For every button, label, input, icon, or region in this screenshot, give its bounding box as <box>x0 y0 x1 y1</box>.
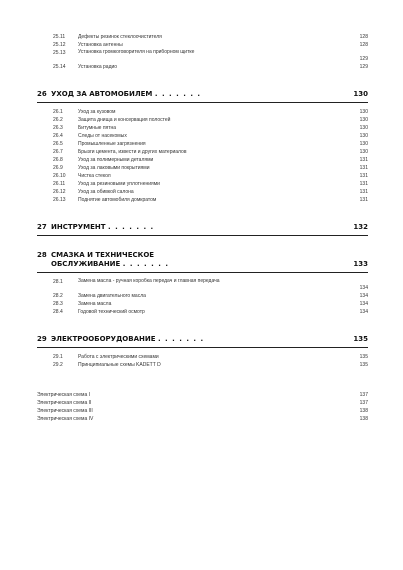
toc-row[interactable] <box>37 172 368 180</box>
item-number: 26.5 <box>53 141 63 147</box>
item-title: Поднятие автомобиля домкратом <box>78 197 157 203</box>
toc-row[interactable] <box>37 353 368 361</box>
toc-row[interactable] <box>37 41 368 49</box>
item-number: 28.4 <box>53 309 63 315</box>
item-number: 26.1 <box>53 109 63 115</box>
item-page: 131 <box>359 157 368 163</box>
toc-row[interactable] <box>37 156 368 164</box>
item-title: Следы от насекомых <box>78 133 127 139</box>
item-title: Принципиальные схемы KADETT D <box>78 362 161 368</box>
item-title: Защита днища и консервация полостей <box>78 117 171 123</box>
item-page: 131 <box>359 173 368 179</box>
chapter-page: 130 <box>353 90 368 98</box>
chapter-title: СМАЗКА И ТЕХНИЧЕСКОЕ ОБСЛУЖИВАНИЕ . . . . . . . <box>51 251 170 268</box>
item-title: Промышленные загрязнения <box>78 141 146 147</box>
item-page: 131 <box>359 189 368 195</box>
item-page: 134 <box>359 309 368 315</box>
section-25-list <box>37 33 368 71</box>
item-title: Электрическая схема IV <box>37 416 94 422</box>
item-page: 128 <box>359 42 368 48</box>
item-title: Установка антенны <box>78 42 123 48</box>
item-title: Электрическая схема III <box>37 408 93 414</box>
item-number: 25.13 <box>53 50 66 56</box>
item-page: 137 <box>359 400 368 406</box>
item-number: 26.2 <box>53 117 63 123</box>
chapter-page: 135 <box>353 335 368 343</box>
item-page: 138 <box>359 408 368 414</box>
toc-row[interactable] <box>37 407 368 415</box>
toc-row[interactable] <box>37 308 368 316</box>
toc-row[interactable] <box>37 399 368 407</box>
item-title: Уход за лаковыми покрытиями <box>78 165 150 171</box>
item-page: 130 <box>359 133 368 139</box>
chapter-heading-26[interactable] <box>37 89 368 99</box>
toc-row[interactable] <box>37 124 368 132</box>
item-title: Замена масла <box>78 301 112 307</box>
toc-row[interactable] <box>37 140 368 148</box>
toc-row[interactable] <box>37 415 368 423</box>
item-page: 128 <box>359 34 368 40</box>
toc-row[interactable] <box>37 300 368 308</box>
schemes-list <box>37 391 368 423</box>
item-title: Замена масла - ручная коробка передач и главная передача <box>78 278 220 284</box>
toc-row[interactable] <box>37 180 368 188</box>
item-page: 130 <box>359 149 368 155</box>
item-title: Установка радио <box>78 64 118 70</box>
chapter-title: ЭЛЕКТРООБОРУДОВАНИЕ . . . . . . . <box>51 335 205 343</box>
item-title: Брызги цемента, извести и других материалов <box>78 149 187 155</box>
item-page: 131 <box>359 197 368 203</box>
chapter-heading-28[interactable] <box>37 251 368 269</box>
item-title: Уход за обивкой салона <box>78 189 134 195</box>
item-number: 28.3 <box>53 301 63 307</box>
item-title: Уход за резиновыми уплотнениями <box>78 181 160 187</box>
item-number: 29.2 <box>53 362 63 368</box>
item-page: 134 <box>359 285 368 291</box>
toc-row[interactable] <box>37 196 368 204</box>
item-page: 129 <box>359 56 368 62</box>
chapter-title: УХОД ЗА АВТОМОБИЛЕМ . . . . . . . <box>51 90 202 98</box>
item-title: Электрическая схема I <box>37 392 91 398</box>
item-page: 134 <box>359 293 368 299</box>
item-page: 138 <box>359 416 368 422</box>
item-number: 26.13 <box>53 197 66 203</box>
item-page: 131 <box>359 165 368 171</box>
toc-row[interactable] <box>37 278 368 292</box>
toc-row[interactable] <box>37 49 368 63</box>
item-title: Замена двигательного масла <box>78 293 146 299</box>
item-title: Работа с электрическими схемами <box>78 354 159 360</box>
item-page: 129 <box>359 64 368 70</box>
item-page: 135 <box>359 362 368 368</box>
item-page: 137 <box>359 392 368 398</box>
item-page: 130 <box>359 125 368 131</box>
item-number: 26.8 <box>53 157 63 163</box>
item-title: Электрическая схема II <box>37 400 92 406</box>
chapter-page: 132 <box>353 223 368 231</box>
item-title: Дефекты резинок стеклоочистителя <box>78 34 162 40</box>
item-number: 25.12 <box>53 42 66 48</box>
toc-row[interactable] <box>37 33 368 41</box>
item-page: 130 <box>359 141 368 147</box>
toc-row[interactable] <box>37 148 368 156</box>
item-number: 25.14 <box>53 64 66 70</box>
table-of-contents <box>37 33 368 423</box>
chapter-heading-29[interactable] <box>37 334 368 344</box>
chapter-number: 28 <box>37 251 47 259</box>
item-number: 28.1 <box>53 279 63 285</box>
item-title: Битумные пятна <box>78 125 117 131</box>
item-number: 26.11 <box>53 181 66 187</box>
toc-row[interactable] <box>37 164 368 172</box>
item-title: Годовой технический осмотр <box>78 309 145 315</box>
toc-row[interactable] <box>37 116 368 124</box>
toc-row[interactable] <box>37 132 368 140</box>
toc-row[interactable] <box>37 292 368 300</box>
section-28-list <box>37 278 368 316</box>
section-26-list <box>37 108 368 204</box>
item-page: 131 <box>359 181 368 187</box>
toc-row[interactable] <box>37 361 368 369</box>
chapter-number: 26 <box>37 90 47 98</box>
item-number: 26.12 <box>53 189 66 195</box>
item-number: 26.9 <box>53 165 63 171</box>
section-29-list <box>37 353 368 369</box>
item-title: Установка громкоговорителя на приборном щитке <box>78 49 195 55</box>
item-number: 26.7 <box>53 149 63 155</box>
chapter-rule <box>37 102 368 103</box>
chapter-number: 29 <box>37 335 47 343</box>
chapter-rule <box>37 235 368 236</box>
chapter-number: 27 <box>37 223 47 231</box>
item-number: 25.11 <box>53 34 66 40</box>
item-number: 29.1 <box>53 354 63 360</box>
item-page: 130 <box>359 109 368 115</box>
item-title: Чистка стекол <box>78 173 111 179</box>
toc-row[interactable] <box>37 188 368 196</box>
item-number: 26.4 <box>53 133 63 139</box>
chapter-rule <box>37 347 368 348</box>
item-title: Уход за полимерными деталями <box>78 157 154 163</box>
toc-row[interactable] <box>37 63 368 71</box>
item-number: 26.3 <box>53 125 63 131</box>
item-number: 26.10 <box>53 173 66 179</box>
chapter-heading-27[interactable] <box>37 222 368 232</box>
item-page: 130 <box>359 117 368 123</box>
chapter-page: 133 <box>353 260 368 268</box>
chapter-rule <box>37 272 368 273</box>
item-number: 28.2 <box>53 293 63 299</box>
chapter-title: ИНСТРУМЕНТ . . . . . . . <box>51 223 155 231</box>
toc-row[interactable] <box>37 108 368 116</box>
toc-row[interactable] <box>37 391 368 399</box>
item-page: 134 <box>359 301 368 307</box>
item-page: 135 <box>359 354 368 360</box>
item-title: Уход за кузовом <box>78 109 116 115</box>
